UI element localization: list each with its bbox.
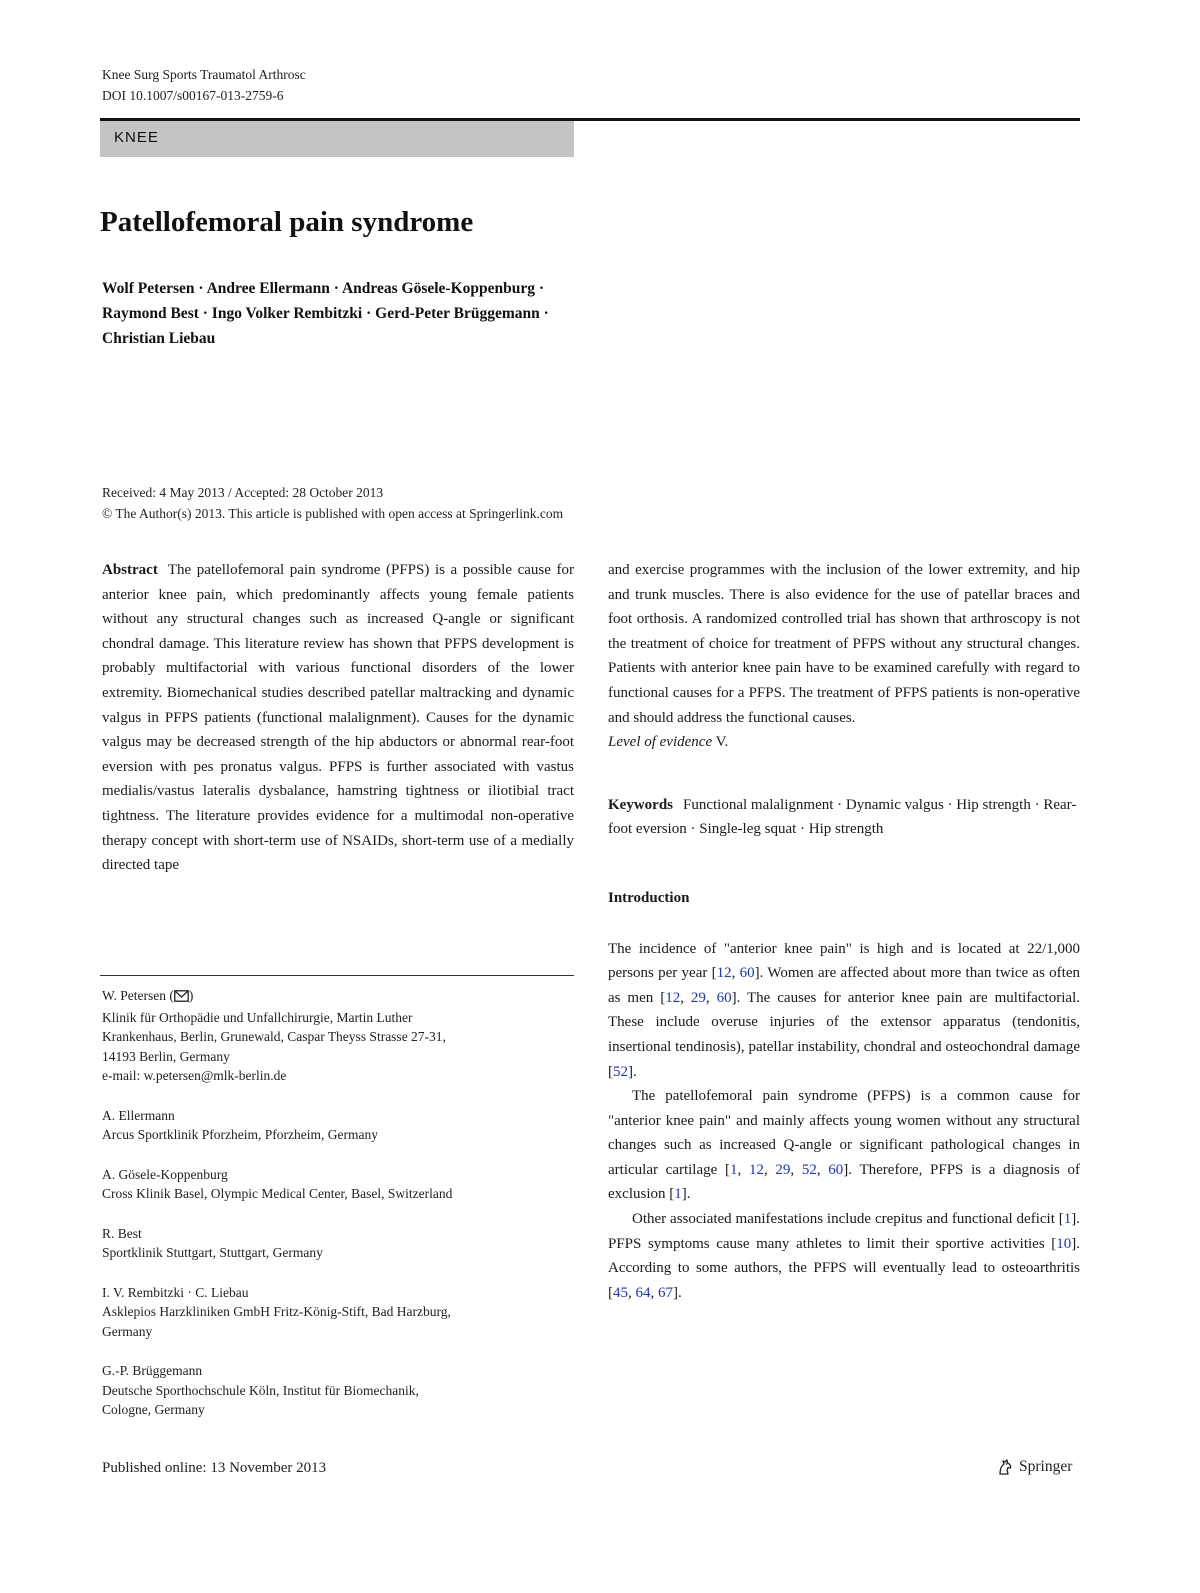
envelope-icon[interactable]	[174, 988, 189, 1008]
affiliation-line: Klinik für Orthopädie und Unfallchirurgie, Martin Luther	[102, 1009, 413, 1025]
keywords-text: Functional malalignment · Dynamic valgus · Hip strength · Rear-foot eversion · Single-leg squat · Hip strength	[608, 796, 1077, 838]
publisher-logo	[996, 1458, 1072, 1476]
level-value: V.	[715, 734, 729, 751]
citation-link[interactable]: 1	[729, 1161, 738, 1178]
springer-horse-icon	[996, 1458, 1014, 1476]
left-column	[102, 558, 574, 878]
citation-link[interactable]: 67	[658, 1284, 673, 1301]
affiliation-line: 14193 Berlin, Germany	[102, 1048, 230, 1064]
affiliation-author: G.-P. Brüggemann	[102, 1363, 203, 1378]
keywords	[608, 793, 1080, 842]
affiliation-line: Cologne, Germany	[102, 1402, 205, 1417]
article-dates	[102, 482, 563, 524]
level-of-evidence	[608, 730, 1080, 755]
journal-header	[102, 64, 306, 106]
citation-link[interactable]: 45	[613, 1284, 628, 1301]
affiliation-line: Deutsche Sporthochschule Köln, Institut für Biomechanik,	[102, 1382, 419, 1398]
citation-link[interactable]: 64	[635, 1284, 651, 1301]
affiliation	[102, 986, 572, 1086]
affiliation	[102, 1165, 572, 1204]
citation-link[interactable]: 1	[674, 1186, 682, 1203]
citation-link[interactable]: 60	[828, 1161, 844, 1178]
received-accepted: Received: 4 May 2013 / Accepted: 28 October 2013	[102, 485, 384, 500]
citation-link[interactable]: 10	[1056, 1235, 1072, 1252]
copyright-notice: © The Author(s) 2013. This article is published with open access at Springerlink.com	[102, 506, 564, 521]
section-label: KNEE	[114, 129, 159, 146]
affiliation	[102, 1106, 572, 1145]
publisher-name: Springer	[1019, 1458, 1073, 1475]
affiliation-author: I. V. Rembitzki · C. Liebau	[102, 1284, 249, 1300]
abstract-paragraph	[102, 558, 574, 878]
citation-link[interactable]: 52	[613, 1063, 628, 1080]
citation-link[interactable]: 29	[690, 989, 706, 1006]
affiliation	[102, 1361, 572, 1420]
citation-link[interactable]: 52	[801, 1161, 817, 1178]
citation-link[interactable]: 60	[739, 965, 755, 982]
intro-paragraph: The patellofemoral pain syndrome (PFPS) is a common cause for "anterior knee pain" and mainly affects young women without any structural changes such as increased Q-angle or significant pathological changes in articular cartilage [1, 12, 29, 52, 60]. Therefore, PFPS is a diagnosis of exclusion [1].	[608, 1088, 1081, 1203]
affiliation-author: A. Gösele-Koppenburg	[102, 1166, 228, 1182]
abstract-text: The patellofemoral pain syndrome (PFPS) is a possible cause for anterior knee pain, which predominantly affects young female patients without any structural changes such as increased Q-angle or significant chondral damage. This literature review has shown that PFPS development is probably multifactorial with various functional disorders of the lower extremity. Biomechanical studies described patellar maltracking and dynamic valgus in PFPS patients (functional malalignment). Causes for the dynamic valgus may be decreased strength of the hip abductors or abnormal rear-foot eversion with pes pronatus valgus. PFPS is further associated with vastus medialis/vastus lateralis dysbalance, hamstring tightness or iliotibial tract tightness. The literature provides evidence for a multimodal non-operative therapy concept with short-term use of NSAIDs, short-term use of a medially directed tape	[102, 562, 574, 874]
right-column	[608, 558, 1080, 1305]
affiliations	[102, 986, 572, 1440]
affiliation-author: R. Best	[102, 1225, 142, 1241]
affiliation	[102, 1224, 572, 1263]
affiliation-line: Asklepios Harzkliniken GmbH Fritz-König-Stift, Bad Harzburg,	[102, 1304, 451, 1319]
citation-link[interactable]: 1	[1063, 1211, 1072, 1228]
intro-paragraph: The incidence of "anterior knee pain" is high and is located at 22/1,000 persons per year [12, 60]. Women are affected about more than twice as often as men [12, 29, 60]. The causes for anterior knee pain are multifactorial. These include overuse injuries of the extensor apparatus (tendonitis, insertional tendinosis), patellar instability, chondral and osteochondral damage [52].	[608, 940, 1080, 1080]
intro-paragraph: Other associated manifestations include crepitus and functional deficit [1]. PFPS symptoms cause many athletes to limit their sportive activities [10]. According to some authors, the PFPS will eventually lead to osteoarthritis [45, 64, 67].	[608, 1211, 1080, 1301]
abstract-label: Abstract	[102, 562, 158, 578]
author-line: Wolf Petersen · Andree Ellermann · Andreas Gösele-Koppenburg ·	[102, 280, 545, 297]
affiliation-line: Germany	[102, 1323, 153, 1339]
article-title: Patellofemoral pain syndrome	[100, 206, 474, 238]
published-online: Published online: 13 November 2013	[102, 1460, 327, 1476]
section-band	[100, 121, 574, 157]
citation-link[interactable]: 29	[775, 1161, 791, 1178]
affiliation-line: Arcus Sportklinik Pforzheim, Pforzheim, Germany	[102, 1127, 378, 1142]
affiliation-line: Cross Klinik Basel, Olympic Medical Center, Basel, Switzerland	[102, 1186, 453, 1201]
affiliation-rule	[100, 975, 574, 976]
affiliation-line: Krankenhaus, Berlin, Grunewald, Caspar Theyss Strasse 27-31,	[102, 1029, 446, 1044]
journal-name: Knee Surg Sports Traumatol Arthrosc	[102, 67, 306, 82]
affiliation-email[interactable]: e-mail: w.petersen@mlk-berlin.de	[102, 1068, 287, 1083]
affiliation-author: A. Ellermann	[102, 1107, 175, 1123]
affiliation-line: Sportklinik Stuttgart, Stuttgart, Germany	[102, 1245, 323, 1260]
citation-link[interactable]: 12	[716, 965, 732, 982]
section-heading-introduction: Introduction	[608, 889, 690, 906]
author-line: Christian Liebau	[102, 330, 216, 347]
affiliation-author: W. Petersen ( )	[102, 986, 572, 1008]
citation-link[interactable]: 60	[716, 989, 732, 1006]
citation-link[interactable]: 12	[665, 989, 681, 1006]
abstract-continuation: and exercise programmes with the inclusion of the lower extremity, and hip and trunk muscles. There is also evidence for the use of patellar braces and foot orthosis. A randomized controlled trial has shown that arthroscopy is not the treatment of choice for treatment of PFPS without any structural changes. Patients with anterior knee pain have to be examined carefully with regard to functional causes for a PFPS. The treatment of PFPS patients is non-operative and should address the functional causes.	[608, 562, 1080, 726]
citation-link[interactable]: 12	[748, 1161, 764, 1178]
keywords-label: Keywords	[608, 796, 673, 813]
author-line: Raymond Best · Ingo Volker Rembitzki · Gerd-Peter Brüggemann ·	[102, 305, 549, 322]
author-list	[102, 276, 742, 351]
level-label: Level of evidence	[608, 734, 713, 751]
doi: DOI 10.1007/s00167-013-2759-6	[102, 88, 284, 103]
affiliation	[102, 1283, 572, 1342]
